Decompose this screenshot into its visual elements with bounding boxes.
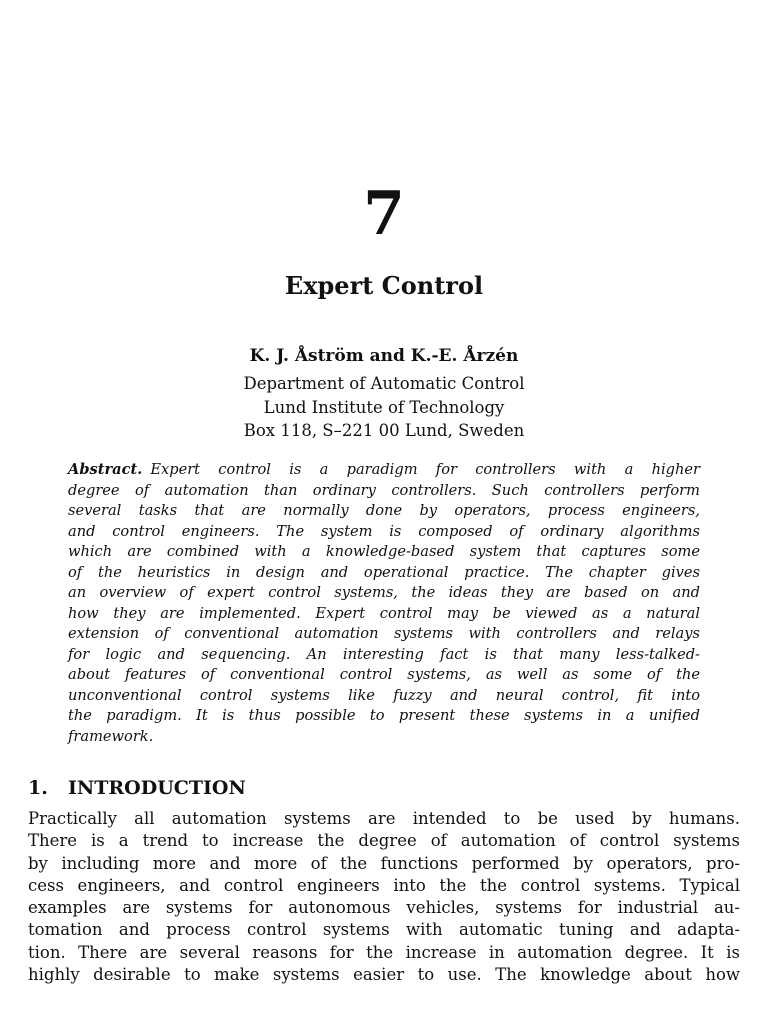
abstract-line: and control engineers. The system is composed of ordinary algorithms: [68, 522, 700, 540]
affiliation-address: Box 118, S–221 00 Lund, Sweden: [243, 421, 525, 440]
abstract-line: several tasks that are normally done by operators, process engineers,: [68, 502, 700, 519]
abstract-line: how they are implemented. Expert control may be viewed as a natural: [68, 604, 700, 622]
section-heading: [28, 774, 246, 802]
abstract-line: the paradigm. It is thus possible to present these systems in a unified: [68, 707, 700, 724]
abstract-label: Abstract.: [68, 461, 143, 478]
affiliation-department: Department of Automatic Control: [243, 374, 525, 393]
abstract-line: about features of conventional control systems, as well as some of the: [68, 666, 700, 683]
authors: K. J. Åström and K.-E. Årzén: [249, 346, 519, 366]
abstract-line: framework.: [68, 727, 154, 745]
body-line: cess engineers, and control engineers into the the control systems. Typical: [28, 875, 740, 895]
body-line: tomation and process control systems with automatic tuning and adapta-: [28, 920, 740, 940]
abstract: [68, 460, 700, 747]
abstract-line: of the heuristics in design and operational practice. The chapter gives: [68, 563, 700, 581]
abstract-line: which are combined with a knowledge-based system that captures some: [68, 543, 700, 560]
body-paragraph: [28, 808, 740, 986]
abstract-line: degree of automation than ordinary controllers. Such controllers perform: [68, 481, 700, 499]
abstract-line: [68, 460, 700, 481]
body-line: Practically all automation systems are intended to be used by humans.: [28, 809, 740, 828]
chapter-number: 7: [363, 179, 405, 249]
section-title: INTRODUCTION: [68, 777, 246, 799]
section-number: 1.: [28, 777, 48, 799]
abstract-line: unconventional control systems like fuzzy and neural control, fit into: [68, 686, 700, 704]
abstract-line: an overview of expert control systems, the ideas they are based on and: [68, 584, 700, 601]
body-line: highly desirable to make systems easier to use. The knowledge about how: [28, 965, 740, 985]
abstract-line: extension of conventional automation systems with controllers and relays: [68, 625, 700, 642]
affiliation-institute: Lund Institute of Technology: [263, 397, 505, 417]
abstract-line: for logic and sequencing. An interesting fact is that many less-talked-: [68, 645, 700, 663]
body-line: examples are systems for autonomous vehicles, systems for industrial au-: [28, 898, 740, 918]
body-line: tion. There are several reasons for the increase in automation degree. It is: [28, 942, 740, 962]
body-line: There is a trend to increase the degree of automation of control systems: [28, 831, 740, 851]
affiliation: [0, 372, 768, 443]
body-line: by including more and more of the functions performed by operators, pro-: [28, 853, 740, 873]
abstract-line-text: Expert control is a paradigm for controllers with a higher: [150, 461, 700, 478]
chapter-title: Expert Control: [284, 271, 484, 300]
